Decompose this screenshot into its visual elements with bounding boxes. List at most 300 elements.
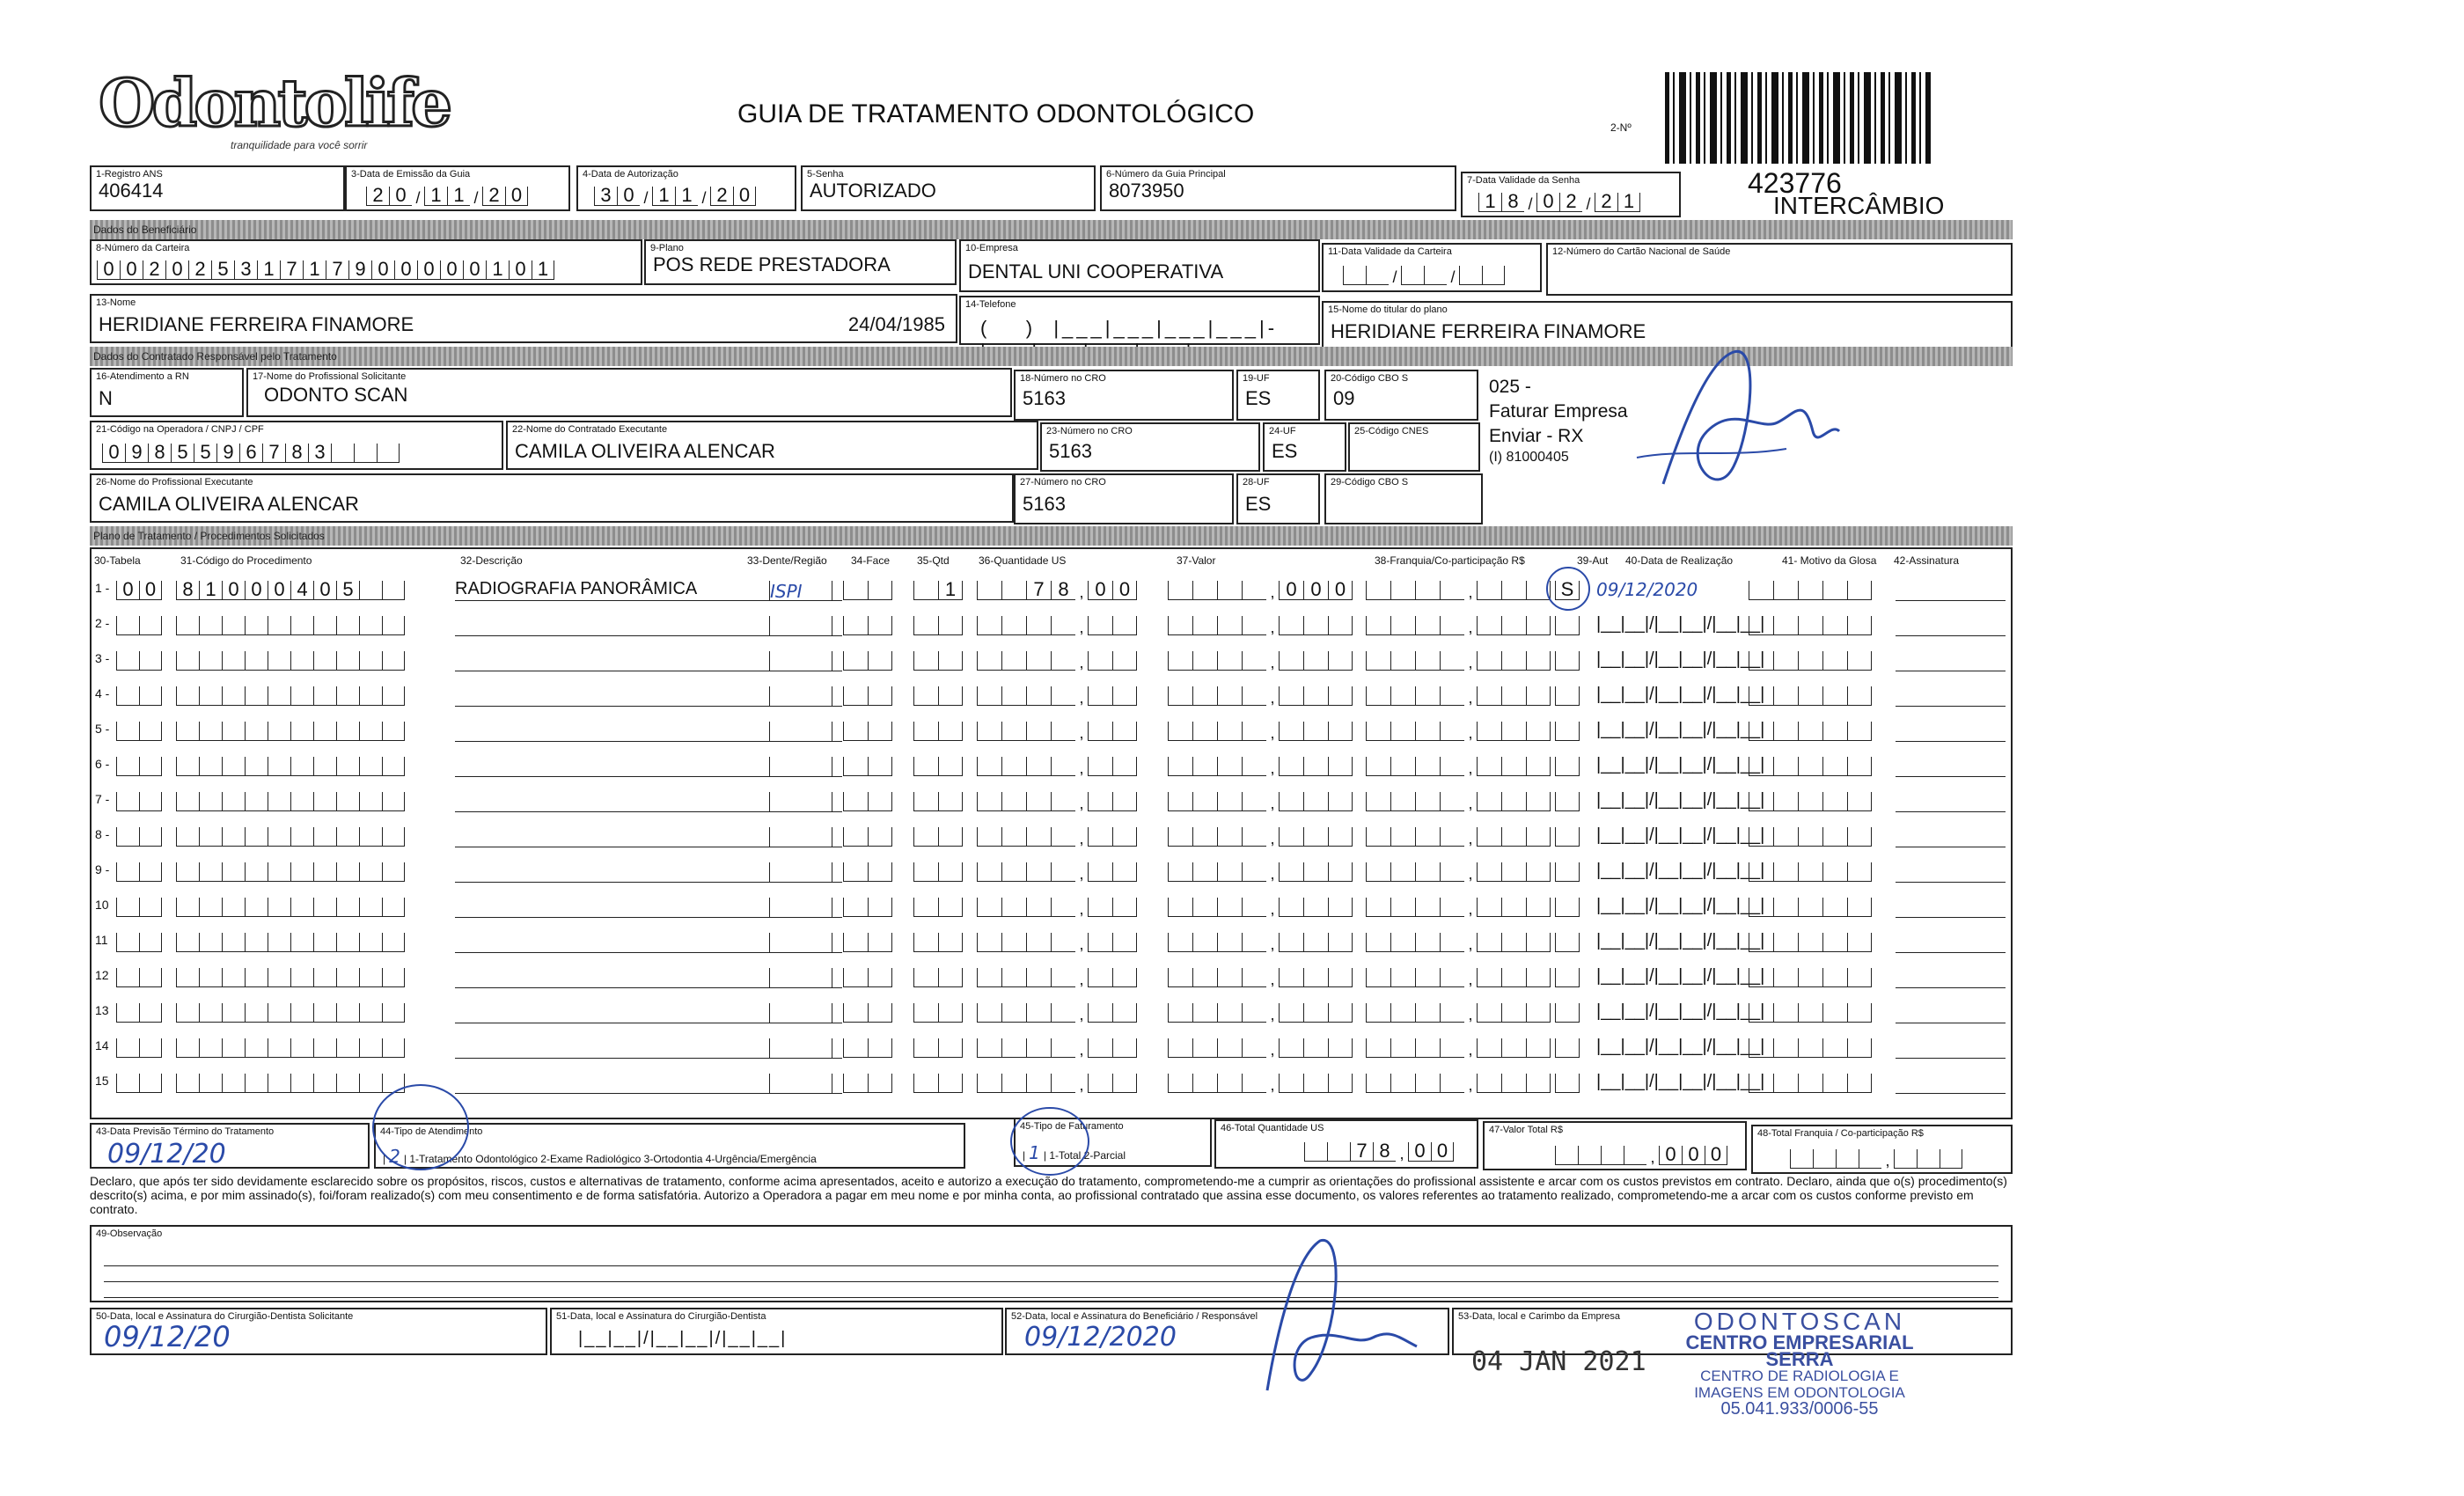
digit-cell[interactable] bbox=[1773, 898, 1798, 917]
digit-cell[interactable] bbox=[1026, 616, 1051, 635]
digit-cell[interactable] bbox=[1328, 686, 1353, 706]
digit-cell[interactable] bbox=[1242, 616, 1266, 635]
digit-cell[interactable] bbox=[1526, 1038, 1551, 1058]
digit-cell[interactable]: 0 bbox=[1088, 581, 1112, 600]
profissional-solicitante-value[interactable]: ODONTO SCAN bbox=[264, 384, 408, 406]
face-cells[interactable] bbox=[843, 722, 892, 741]
digit-cell[interactable] bbox=[139, 686, 162, 706]
digit-cell[interactable]: 9 bbox=[216, 444, 239, 463]
franquia-cells[interactable] bbox=[1366, 862, 1551, 885]
digit-cell[interactable] bbox=[1168, 933, 1192, 952]
digit-cell[interactable] bbox=[1601, 1146, 1624, 1165]
digit-cell[interactable] bbox=[1749, 722, 1773, 741]
digit-cell[interactable] bbox=[1112, 792, 1137, 811]
digit-cell[interactable] bbox=[199, 898, 222, 917]
digit-cell[interactable] bbox=[938, 1038, 963, 1058]
digit-cell[interactable] bbox=[290, 827, 313, 847]
face-cells[interactable] bbox=[843, 651, 892, 671]
digit-cell[interactable] bbox=[1303, 757, 1328, 776]
digit-cell[interactable] bbox=[1217, 651, 1242, 671]
digit-cell[interactable] bbox=[1026, 968, 1051, 987]
digit-cell[interactable] bbox=[1415, 1074, 1440, 1093]
digit-cell[interactable]: 0 bbox=[222, 581, 245, 600]
face-cells[interactable] bbox=[843, 581, 892, 600]
digit-cell[interactable] bbox=[1847, 933, 1872, 952]
digit-cell[interactable] bbox=[1279, 1003, 1303, 1023]
digit-cell[interactable] bbox=[245, 968, 268, 987]
motivo-glosa-cells[interactable] bbox=[1749, 1038, 1872, 1058]
digit-cell[interactable] bbox=[1366, 1003, 1390, 1023]
digit-cell[interactable] bbox=[1526, 616, 1551, 635]
digit-cell[interactable] bbox=[1328, 616, 1353, 635]
digit-cell[interactable] bbox=[290, 651, 313, 671]
digit-cell[interactable] bbox=[1303, 898, 1328, 917]
digit-cell[interactable] bbox=[1242, 1074, 1266, 1093]
digit-cell[interactable] bbox=[1798, 651, 1822, 671]
digit-cell[interactable] bbox=[176, 757, 199, 776]
digit-cell[interactable] bbox=[1477, 1074, 1501, 1093]
digit-cell[interactable] bbox=[1328, 862, 1353, 882]
quantidade-us-cells[interactable] bbox=[977, 686, 1137, 709]
digit-cell[interactable] bbox=[377, 444, 400, 463]
digit-cell[interactable] bbox=[336, 651, 359, 671]
digit-cell[interactable] bbox=[1112, 616, 1137, 635]
digit-cell[interactable] bbox=[139, 616, 162, 635]
digit-cell[interactable] bbox=[843, 651, 868, 671]
digit-cell[interactable] bbox=[1217, 757, 1242, 776]
digit-cell[interactable] bbox=[1051, 1003, 1075, 1023]
digit-cell[interactable] bbox=[1192, 898, 1217, 917]
tipo-atendimento-options[interactable]: | 2 | 1-Tratamento Odontológico 2-Exame Radiológico 3-Ortodontia 4-Urgência/Emergência bbox=[383, 1146, 817, 1167]
digit-cell[interactable] bbox=[1501, 616, 1526, 635]
motivo-glosa-cells[interactable] bbox=[1749, 933, 1872, 952]
digit-cell[interactable] bbox=[1112, 1074, 1137, 1093]
qtd-cells[interactable] bbox=[913, 651, 963, 671]
aut-cell[interactable] bbox=[1555, 898, 1580, 917]
digit-cell[interactable] bbox=[1001, 968, 1026, 987]
digit-cell[interactable]: 0 bbox=[733, 187, 756, 206]
empresa-value[interactable]: DENTAL UNI COOPERATIVA bbox=[968, 260, 1224, 282]
digit-cell[interactable] bbox=[1366, 898, 1390, 917]
data-realizacao-cell[interactable]: |__|__|/|__|__|/|__|__| bbox=[1596, 896, 1765, 915]
digit-cell[interactable] bbox=[1303, 933, 1328, 952]
digit-cell[interactable] bbox=[1773, 616, 1798, 635]
digit-cell[interactable] bbox=[1477, 898, 1501, 917]
digit-cell[interactable] bbox=[116, 757, 139, 776]
digit-cell[interactable]: 0 bbox=[1659, 1146, 1682, 1165]
digit-cell[interactable] bbox=[222, 651, 245, 671]
data-realizacao-cell[interactable]: |__|__|/|__|__|/|__|__| bbox=[1596, 790, 1765, 810]
digit-cell[interactable] bbox=[1847, 616, 1872, 635]
quantidade-us-cells[interactable] bbox=[977, 968, 1137, 991]
digit-cell[interactable] bbox=[1366, 651, 1390, 671]
digit-cell[interactable]: 1 bbox=[532, 260, 554, 280]
digit-cell[interactable]: 5 bbox=[194, 444, 216, 463]
digit-cell[interactable] bbox=[1242, 862, 1266, 882]
digit-cell[interactable] bbox=[1217, 722, 1242, 741]
digit-cell[interactable] bbox=[1526, 651, 1551, 671]
assinatura-cell[interactable] bbox=[1896, 933, 2006, 953]
digit-cell[interactable] bbox=[1328, 898, 1353, 917]
digit-cell[interactable] bbox=[1477, 651, 1501, 671]
digit-cell[interactable] bbox=[199, 1038, 222, 1058]
digit-cell[interactable] bbox=[199, 1074, 222, 1093]
digit-cell[interactable] bbox=[313, 686, 336, 706]
valor-cells[interactable] bbox=[1168, 792, 1353, 815]
digit-cell[interactable] bbox=[359, 757, 382, 776]
digit-cell[interactable] bbox=[1279, 827, 1303, 847]
valor-cells[interactable] bbox=[1168, 968, 1353, 991]
senha-value[interactable]: AUTORIZADO bbox=[810, 180, 936, 202]
valor-cells[interactable] bbox=[1168, 898, 1353, 920]
digit-cell[interactable] bbox=[1415, 722, 1440, 741]
digit-cell[interactable] bbox=[1749, 757, 1773, 776]
digit-cell[interactable] bbox=[1847, 1038, 1872, 1058]
digit-cell[interactable]: 5 bbox=[171, 444, 194, 463]
digit-cell[interactable] bbox=[222, 862, 245, 882]
digit-cell[interactable] bbox=[359, 581, 382, 600]
digit-cell[interactable]: S bbox=[1555, 581, 1580, 600]
digit-cell[interactable] bbox=[1555, 968, 1580, 987]
digit-cell[interactable] bbox=[1477, 968, 1501, 987]
digit-cell[interactable] bbox=[1217, 968, 1242, 987]
valor-cells[interactable] bbox=[1168, 722, 1353, 744]
digit-cell[interactable] bbox=[977, 827, 1001, 847]
digit-cell[interactable] bbox=[1303, 862, 1328, 882]
digit-cell[interactable] bbox=[1001, 1038, 1026, 1058]
digit-cell[interactable] bbox=[1088, 1003, 1112, 1023]
digit-cell[interactable] bbox=[199, 862, 222, 882]
aut-cell[interactable] bbox=[1555, 827, 1580, 847]
digit-cell[interactable] bbox=[1303, 616, 1328, 635]
digit-cell[interactable] bbox=[222, 968, 245, 987]
digit-cell[interactable] bbox=[1440, 968, 1464, 987]
valor-cells[interactable] bbox=[1168, 1038, 1353, 1061]
digit-cell[interactable] bbox=[336, 862, 359, 882]
tabela-cells[interactable] bbox=[116, 722, 162, 741]
digit-cell[interactable] bbox=[116, 968, 139, 987]
qtd-cells[interactable] bbox=[913, 898, 963, 917]
digit-cell[interactable]: 2 bbox=[1559, 193, 1582, 212]
digit-cell[interactable]: 0 bbox=[1408, 1142, 1431, 1162]
digit-cell[interactable] bbox=[1940, 1149, 1962, 1169]
digit-cell[interactable] bbox=[268, 616, 290, 635]
digit-cell[interactable] bbox=[1303, 651, 1328, 671]
digit-cell[interactable] bbox=[1773, 686, 1798, 706]
digit-cell[interactable] bbox=[336, 792, 359, 811]
uf-executante-value[interactable]: ES bbox=[1272, 440, 1298, 462]
digit-cell[interactable] bbox=[1822, 686, 1847, 706]
digit-cell[interactable] bbox=[116, 792, 139, 811]
digit-cell[interactable] bbox=[222, 616, 245, 635]
digit-cell[interactable] bbox=[1477, 686, 1501, 706]
digit-cell[interactable] bbox=[1798, 1038, 1822, 1058]
digit-cell[interactable] bbox=[977, 1074, 1001, 1093]
digit-cell[interactable] bbox=[1112, 722, 1137, 741]
tabela-cells[interactable] bbox=[116, 862, 162, 882]
data-realizacao-cell[interactable]: |__|__|/|__|__|/|__|__| bbox=[1596, 931, 1765, 950]
digit-cell[interactable] bbox=[1051, 686, 1075, 706]
digit-cell[interactable] bbox=[1366, 1038, 1390, 1058]
quantidade-us-cells[interactable] bbox=[977, 1074, 1137, 1096]
face-cells[interactable] bbox=[843, 1003, 892, 1023]
digit-cell[interactable] bbox=[868, 898, 892, 917]
digit-cell[interactable] bbox=[1749, 651, 1773, 671]
assinatura-cell[interactable] bbox=[1896, 898, 2006, 918]
digit-cell[interactable] bbox=[1217, 898, 1242, 917]
digit-cell[interactable] bbox=[1366, 686, 1390, 706]
digit-cell[interactable] bbox=[1303, 1003, 1328, 1023]
digit-cell[interactable]: 6 bbox=[239, 444, 262, 463]
digit-cell[interactable] bbox=[336, 616, 359, 635]
codigo-cells[interactable] bbox=[176, 898, 405, 917]
digit-cell[interactable] bbox=[1847, 862, 1872, 882]
digit-cell[interactable] bbox=[116, 651, 139, 671]
digit-cell[interactable] bbox=[1328, 1038, 1353, 1058]
data-realizacao-cell[interactable]: |__|__|/|__|__|/|__|__| bbox=[1596, 861, 1765, 880]
dente-cell[interactable] bbox=[769, 968, 832, 988]
dente-cell[interactable] bbox=[769, 651, 832, 671]
quantidade-us-cells[interactable] bbox=[977, 578, 1137, 604]
digit-cell[interactable] bbox=[1217, 792, 1242, 811]
digit-cell[interactable] bbox=[1917, 1149, 1940, 1169]
digit-cell[interactable] bbox=[1790, 1149, 1813, 1169]
digit-cell[interactable]: 2 bbox=[1595, 193, 1617, 212]
digit-cell[interactable] bbox=[913, 1003, 938, 1023]
franquia-cells[interactable] bbox=[1366, 686, 1551, 709]
digit-cell[interactable] bbox=[1555, 722, 1580, 741]
digit-cell[interactable] bbox=[1477, 757, 1501, 776]
digit-cell[interactable] bbox=[977, 651, 1001, 671]
digit-cell[interactable] bbox=[868, 651, 892, 671]
digit-cell[interactable] bbox=[1112, 827, 1137, 847]
digit-cell[interactable] bbox=[1279, 898, 1303, 917]
digit-cell[interactable] bbox=[359, 968, 382, 987]
digit-cell[interactable] bbox=[1088, 898, 1112, 917]
digit-cell[interactable] bbox=[1773, 1074, 1798, 1093]
digit-cell[interactable] bbox=[913, 827, 938, 847]
digit-cell[interactable]: 9 bbox=[125, 444, 148, 463]
digit-cell[interactable] bbox=[313, 1038, 336, 1058]
digit-cell[interactable] bbox=[1798, 757, 1822, 776]
digit-cell[interactable] bbox=[913, 757, 938, 776]
digit-cell[interactable] bbox=[1242, 968, 1266, 987]
digit-cell[interactable] bbox=[1026, 933, 1051, 952]
digit-cell[interactable] bbox=[1415, 1038, 1440, 1058]
franquia-cells[interactable] bbox=[1366, 722, 1551, 744]
motivo-glosa-cells[interactable] bbox=[1749, 686, 1872, 706]
digit-cell[interactable] bbox=[382, 827, 405, 847]
dente-cell[interactable] bbox=[769, 827, 832, 847]
codigo-cells[interactable] bbox=[176, 827, 405, 847]
digit-cell[interactable] bbox=[1847, 968, 1872, 987]
digit-cell[interactable] bbox=[1440, 862, 1464, 882]
digit-cell[interactable] bbox=[1366, 862, 1390, 882]
franquia-cells[interactable] bbox=[1366, 1003, 1551, 1026]
validade-carteira-digits[interactable] bbox=[1343, 266, 1505, 289]
digit-cell[interactable] bbox=[1390, 1038, 1415, 1058]
digit-cell[interactable] bbox=[1279, 651, 1303, 671]
dente-cell[interactable] bbox=[769, 862, 832, 883]
digit-cell[interactable] bbox=[913, 898, 938, 917]
tabela-cells[interactable] bbox=[116, 968, 162, 987]
digit-cell[interactable] bbox=[868, 827, 892, 847]
digit-cell[interactable] bbox=[1390, 792, 1415, 811]
dente-cell[interactable] bbox=[769, 757, 832, 777]
digit-cell[interactable]: 0 bbox=[1536, 193, 1559, 212]
digit-cell[interactable] bbox=[977, 1003, 1001, 1023]
digit-cell[interactable] bbox=[222, 1038, 245, 1058]
digit-cell[interactable] bbox=[245, 1038, 268, 1058]
digit-cell[interactable] bbox=[938, 827, 963, 847]
digit-cell[interactable] bbox=[199, 722, 222, 741]
digit-cell[interactable] bbox=[359, 933, 382, 952]
digit-cell[interactable] bbox=[176, 616, 199, 635]
digit-cell[interactable] bbox=[1088, 722, 1112, 741]
digit-cell[interactable] bbox=[176, 722, 199, 741]
digit-cell[interactable]: 1 bbox=[303, 260, 326, 280]
digit-cell[interactable] bbox=[222, 1074, 245, 1093]
digit-cell[interactable] bbox=[139, 651, 162, 671]
qtd-cells[interactable] bbox=[913, 933, 963, 952]
qtd-cells[interactable] bbox=[913, 578, 963, 600]
data-realizacao-cell[interactable]: |__|__|/|__|__|/|__|__| bbox=[1596, 825, 1765, 845]
digit-cell[interactable] bbox=[1798, 722, 1822, 741]
dente-cell[interactable] bbox=[769, 792, 832, 812]
plano-value[interactable]: POS REDE PRESTADORA bbox=[653, 253, 891, 275]
digit-cell[interactable] bbox=[1001, 1003, 1026, 1023]
digit-cell[interactable] bbox=[938, 968, 963, 987]
digit-cell[interactable] bbox=[176, 1038, 199, 1058]
digit-cell[interactable] bbox=[938, 898, 963, 917]
digit-cell[interactable] bbox=[382, 581, 405, 600]
digit-cell[interactable]: 0 bbox=[440, 260, 463, 280]
digit-cell[interactable] bbox=[913, 581, 938, 600]
digit-cell[interactable] bbox=[382, 862, 405, 882]
digit-cell[interactable] bbox=[1303, 1074, 1328, 1093]
tipo-faturamento-options[interactable]: | 1 | 1-Total 2-Parcial bbox=[1023, 1142, 1126, 1163]
digit-cell[interactable] bbox=[382, 616, 405, 635]
qtd-cells[interactable] bbox=[913, 1003, 963, 1023]
face-cells[interactable] bbox=[843, 862, 892, 882]
digit-cell[interactable] bbox=[313, 1003, 336, 1023]
dente-cell[interactable] bbox=[769, 1003, 832, 1023]
tabela-cells[interactable] bbox=[116, 616, 162, 635]
digit-cell[interactable] bbox=[1001, 757, 1026, 776]
digit-cell[interactable] bbox=[116, 686, 139, 706]
digit-cell[interactable] bbox=[1390, 757, 1415, 776]
digit-cell[interactable] bbox=[359, 616, 382, 635]
digit-cell[interactable]: 9 bbox=[348, 260, 371, 280]
digit-cell[interactable] bbox=[1440, 792, 1464, 811]
tabela-cells[interactable] bbox=[116, 578, 162, 600]
digit-cell[interactable] bbox=[176, 651, 199, 671]
digit-cell[interactable] bbox=[382, 792, 405, 811]
digit-cell[interactable] bbox=[359, 686, 382, 706]
digit-cell[interactable] bbox=[1242, 651, 1266, 671]
digit-cell[interactable] bbox=[1192, 1038, 1217, 1058]
aut-cell[interactable] bbox=[1555, 792, 1580, 811]
digit-cell[interactable] bbox=[1168, 686, 1192, 706]
digit-cell[interactable] bbox=[1051, 651, 1075, 671]
digit-cell[interactable] bbox=[1526, 1074, 1551, 1093]
contratado-executante-value[interactable]: CAMILA OLIVEIRA ALENCAR bbox=[515, 440, 775, 462]
digit-cell[interactable] bbox=[1192, 968, 1217, 987]
digit-cell[interactable] bbox=[1440, 1038, 1464, 1058]
aut-cell[interactable] bbox=[1555, 933, 1580, 952]
digit-cell[interactable] bbox=[199, 968, 222, 987]
digit-cell[interactable] bbox=[382, 757, 405, 776]
digit-cell[interactable] bbox=[336, 686, 359, 706]
digit-cell[interactable]: 0 bbox=[120, 260, 143, 280]
digit-cell[interactable] bbox=[268, 933, 290, 952]
digit-cell[interactable] bbox=[1026, 1074, 1051, 1093]
tabela-cells[interactable] bbox=[116, 1074, 162, 1093]
registro-ans-value[interactable]: 406414 bbox=[99, 180, 164, 202]
digit-cell[interactable] bbox=[1088, 862, 1112, 882]
digit-cell[interactable] bbox=[1415, 827, 1440, 847]
digit-cell[interactable] bbox=[1217, 1074, 1242, 1093]
digit-cell[interactable]: 8 bbox=[148, 444, 171, 463]
digit-cell[interactable]: 0 bbox=[1279, 581, 1303, 600]
franquia-cells[interactable] bbox=[1366, 1074, 1551, 1096]
digit-cell[interactable] bbox=[1328, 933, 1353, 952]
assinatura-cell[interactable] bbox=[1896, 862, 2006, 883]
profissional-executante-value[interactable]: CAMILA OLIVEIRA ALENCAR bbox=[99, 493, 359, 515]
digit-cell[interactable] bbox=[199, 651, 222, 671]
digit-cell[interactable] bbox=[1168, 651, 1192, 671]
digit-cell[interactable] bbox=[1112, 933, 1137, 952]
qtd-cells[interactable] bbox=[913, 616, 963, 635]
digit-cell[interactable] bbox=[1440, 933, 1464, 952]
digit-cell[interactable]: 7 bbox=[1350, 1142, 1373, 1162]
digit-cell[interactable] bbox=[1026, 827, 1051, 847]
digit-cell[interactable] bbox=[1088, 933, 1112, 952]
digit-cell[interactable] bbox=[1217, 616, 1242, 635]
digit-cell[interactable] bbox=[1328, 968, 1353, 987]
digit-cell[interactable] bbox=[1242, 757, 1266, 776]
digit-cell[interactable] bbox=[913, 933, 938, 952]
digit-cell[interactable] bbox=[336, 898, 359, 917]
digit-cell[interactable] bbox=[199, 686, 222, 706]
digit-cell[interactable]: 0 bbox=[463, 260, 486, 280]
franquia-cells[interactable] bbox=[1366, 616, 1551, 639]
digit-cell[interactable]: 1 bbox=[652, 187, 675, 206]
digit-cell[interactable] bbox=[290, 862, 313, 882]
digit-cell[interactable] bbox=[1847, 722, 1872, 741]
valor-cells[interactable] bbox=[1168, 1003, 1353, 1026]
dente-cell[interactable] bbox=[769, 686, 832, 707]
quantidade-us-cells[interactable] bbox=[977, 757, 1137, 780]
digit-cell[interactable] bbox=[977, 898, 1001, 917]
digit-cell[interactable] bbox=[1390, 722, 1415, 741]
digit-cell[interactable] bbox=[139, 722, 162, 741]
digit-cell[interactable] bbox=[290, 933, 313, 952]
digit-cell[interactable]: 8 bbox=[176, 581, 199, 600]
digit-cell[interactable] bbox=[1026, 898, 1051, 917]
digit-cell[interactable] bbox=[1051, 792, 1075, 811]
digit-cell[interactable] bbox=[1749, 616, 1773, 635]
digit-cell[interactable] bbox=[868, 686, 892, 706]
digit-cell[interactable] bbox=[1859, 1149, 1881, 1169]
assinatura-cell[interactable] bbox=[1896, 757, 2006, 777]
qtd-cells[interactable] bbox=[913, 968, 963, 987]
digit-cell[interactable] bbox=[868, 1038, 892, 1058]
descricao-cell[interactable]: RADIOGRAFIA PANORÂMICA bbox=[455, 579, 842, 601]
codigo-cells[interactable] bbox=[176, 862, 405, 882]
digit-cell[interactable] bbox=[268, 862, 290, 882]
digit-cell[interactable] bbox=[1168, 1038, 1192, 1058]
